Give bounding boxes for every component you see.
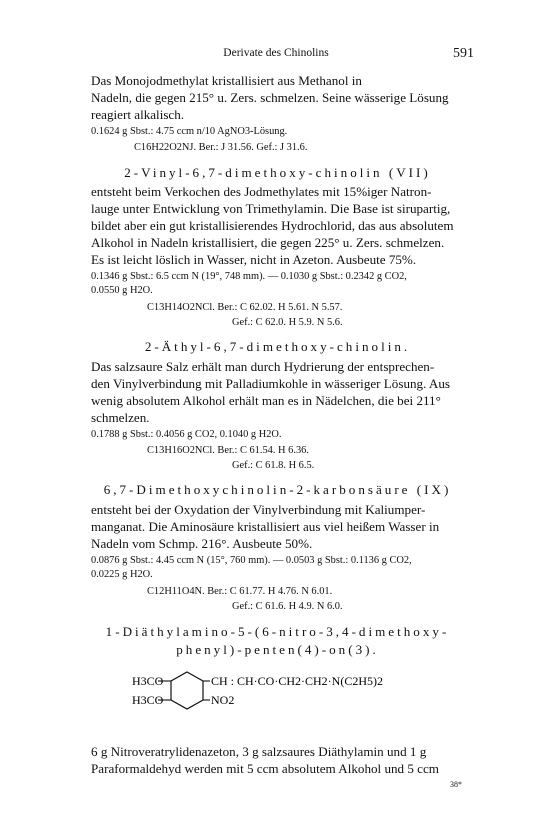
section4-para-line3: Nadeln vom Schmp. 216°. Ausbeute 50%. xyxy=(91,536,313,551)
analysis-line: 0.1788 g Sbst.: 0.4056 g CO2, 0.1040 g H2O. xyxy=(91,429,282,440)
compound-heading xyxy=(91,482,464,498)
calculation-line: Gef.: C 61.6. H 4.9. N 6.0. xyxy=(232,601,343,612)
section3-para-line3: wenig absolutem Alkohol erhält man es in Nädelchen, die bei 211° xyxy=(91,393,441,408)
formula-label-bottom-right: NO2 xyxy=(211,693,235,707)
formula-label-top-right: CH : CH·CO·CH2·CH2·N(C2H5)2 xyxy=(211,674,383,688)
section2-para-line4: Alkohol in Nadeln kristallisiert, die gegen 225° u. Zers. schmelzen. xyxy=(91,235,445,250)
paragraph-line xyxy=(91,72,464,89)
compound-heading xyxy=(91,624,464,640)
section3-heading: 2-Äthyl-6,7-dimethoxy-chinolin. xyxy=(144,339,411,354)
formula-label-top-left: H3CO xyxy=(132,674,164,688)
compound-heading xyxy=(91,339,464,355)
compound-heading xyxy=(91,165,464,181)
section2-para-line5: Es ist leicht löslich in Wasser, nicht in Azeton. Ausbeute 75%. xyxy=(91,252,417,267)
page-number: 591 xyxy=(453,46,474,61)
section4-heading: 6,7-Dimethoxychinolin-2-karbonsäure (IX) xyxy=(103,482,452,497)
analysis-line: 0.0876 g Sbst.: 4.45 ccm N (15°, 760 mm). — 0.0503 g Sbst.: 0.1136 g CO2, xyxy=(91,555,412,566)
structural-formula xyxy=(132,663,444,743)
signature-mark: 38* xyxy=(450,780,462,789)
section1-para-line1: Das Monojodmethylat kristallisiert aus Methanol in xyxy=(91,73,362,88)
compound-heading xyxy=(91,642,464,658)
section4-para-line1: entsteht bei der Oxydation der Vinylverbindung mit Kaliumper- xyxy=(91,502,426,517)
section2-para-line2: lauge unter Entwicklung von Trimethylamin. Die Base ist sirupartig, xyxy=(91,201,451,216)
calculation-line: C13H16O2NCl. Ber.: C 61.54. H 6.36. xyxy=(147,445,309,456)
formula-label-bottom-left: H3CO xyxy=(132,693,164,707)
analysis-line: 0.1346 g Sbst.: 6.5 ccm N (19°, 748 mm). — 0.1030 g Sbst.: 0.2342 g CO2, xyxy=(91,271,407,282)
section2-para-line3: bildet aber ein gut kristallisierendes Hydrochlorid, das aus absolutem xyxy=(91,218,454,233)
calculation-line: C12H11O4N. Ber.: C 61.77. H 4.76. N 6.01. xyxy=(147,586,333,597)
section5-heading-line1: 1-Diäthylamino-5-(6-nitro-3,4-dimethoxy- xyxy=(105,624,450,639)
section2-para-line1: entsteht beim Verkochen des Jodmethylates mit 15%iger Natron- xyxy=(91,184,432,199)
section3-para-line4: schmelzen. xyxy=(91,410,150,425)
section1-para-line2: Nadeln, die gegen 215° u. Zers. schmelzen. Seine wässerige Lösung xyxy=(91,90,449,105)
section3-para-line1: Das salzsaure Salz erhält man durch Hydrierung der entsprechen- xyxy=(91,359,435,374)
benzene-ring xyxy=(171,672,203,709)
analysis-line: 0.0550 g H2O. xyxy=(91,285,153,296)
analysis-line: 0.0225 g H2O. xyxy=(91,569,153,580)
section4-para-line2: manganat. Die Aminosäure kristallisiert aus viel heißem Wasser in xyxy=(91,519,440,534)
calculation-line: Gef.: C 62.0. H 5.9. N 5.6. xyxy=(232,317,343,328)
section5-para-line2: Paraformaldehyd werden mit 5 ccm absolutem Alkohol und 5 ccm xyxy=(91,761,439,776)
section1-para-line3: reagiert alkalisch. xyxy=(91,107,185,122)
section3-para-line2: den Vinylverbindung mit Palladiumkohle in wässeriger Lösung. Aus xyxy=(91,376,451,391)
section5-para-line1: 6 g Nitroveratrylidenazeton, 3 g salzsaures Diäthylamin und 1 g xyxy=(91,744,427,759)
analysis-line: 0.1624 g Sbst.: 4.75 ccm n/10 AgNO3-Lösung. xyxy=(91,126,288,137)
section5-heading-line2: phenyl)-penten(4)-on(3). xyxy=(176,642,379,657)
section2-heading: 2-Vinyl-6,7-dimethoxy-chinolin (VII) xyxy=(124,165,431,180)
calculation-line: C13H14O2NCl. Ber.: C 62.02. H 5.61. N 5.57. xyxy=(147,302,343,313)
calculation-line: Gef.: C 61.8. H 6.5. xyxy=(232,460,315,471)
running-header: Derivate des Chinolins xyxy=(223,47,329,59)
calculation-line: C16H22O2NJ. Ber.: J 31.56. Gef.: J 31.6. xyxy=(134,142,308,153)
